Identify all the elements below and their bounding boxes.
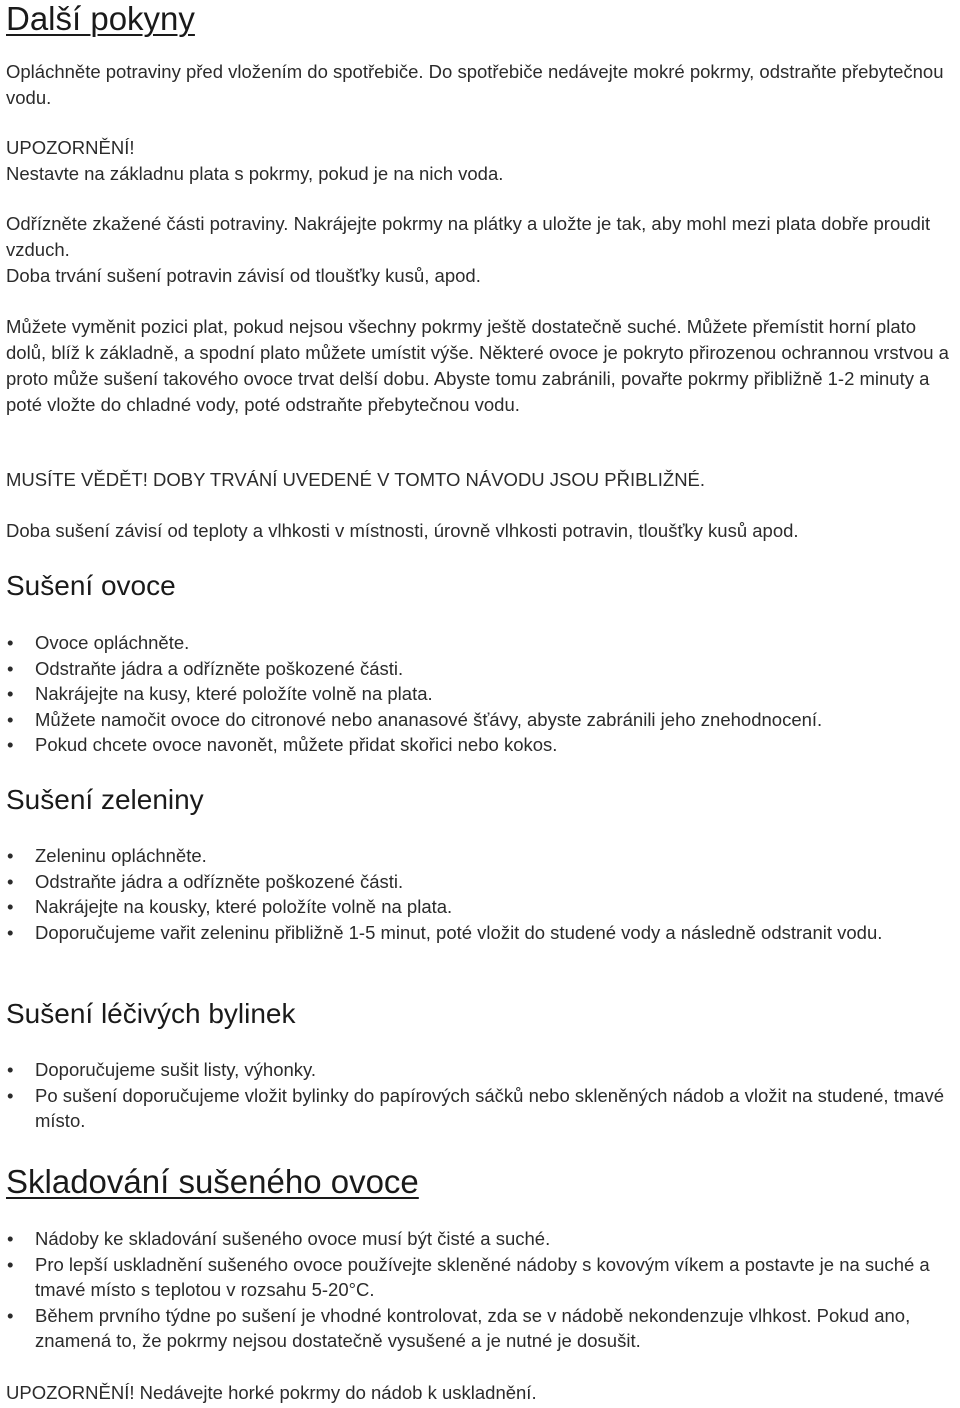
warning-title-1: UPOZORNĚNÍ! xyxy=(6,137,135,158)
list-item: • Zeleninu opláchněte. xyxy=(6,843,956,869)
list-item: • Během prvního týdne po sušení je vhodné kontrolovat, zda se v nádobě nekondenzuje vlhkost. Pokud ano, znamená to, že pokrmy nejsou dostatečně vysušené a je nutné je dosušit. xyxy=(6,1303,956,1354)
fruit-list xyxy=(6,630,956,758)
list-item: • Nakrájejte na kusy, které položíte volně na plata. xyxy=(6,681,956,707)
list-item: • Pro lepší uskladnění sušeného ovoce používejte skleněné nádoby s kovovým víkem a postavte je na suché a tmavé místo s teplotou v rozsahu 5-20°C. xyxy=(6,1252,956,1303)
paragraph-rinse: Opláchněte potraviny před vložením do spotřebiče. Do spotřebiče nedávejte mokré pokrmy, odstraňte přebytečnou vodu. xyxy=(6,61,944,108)
page-title: Další pokyny xyxy=(6,0,195,37)
list-item: • Odstraňte jádra a odřízněte poškozené části. xyxy=(6,656,956,682)
section-heading-vegetables: Sušení zeleniny xyxy=(6,784,204,815)
warning-block-1 xyxy=(6,135,956,187)
paragraph-drying-factors: Doba sušení závisí od teploty a vlhkosti v místnosti, úrovně vlhkosti potravin, tloušťky kusů apod. xyxy=(6,520,799,541)
paragraph-trays: Můžete vyměnit pozici plat, pokud nejsou všechny pokrmy ještě dostatečně suché. Můžete přemístit horní plato dolů, blíž k základně, a spodní plato můžete umístit výše. Některé ovoce je pokryto přirozenou ochrannou vrstvou a proto může sušení takového ovoce trvat delší dobu. Abyste tomu zabránili, povařte pokrmy přibližně 1-2 minuty a poté vložte do chladné vody, poté odstraňte přebytečnou vodu. xyxy=(6,316,949,415)
paragraph-duration: Doba trvání sušení potravin závisí od tloušťky kusů, apod. xyxy=(6,265,481,286)
list-item: • Můžete namočit ovoce do citronové nebo ananasové šťávy, abyste zabránili jeho znehodnocení. xyxy=(6,707,956,733)
list-item: • Nádoby ke skladování sušeného ovoce musí být čisté a suché. xyxy=(6,1226,956,1252)
list-item: • Odstraňte jádra a odřízněte poškozené části. xyxy=(6,869,956,895)
paragraph-notice: MUSÍTE VĚDĚT! DOBY TRVÁNÍ UVEDENÉ V TOMTO NÁVODU JSOU PŘIBLIŽNÉ. xyxy=(6,469,706,490)
warning-title-2: UPOZORNĚNÍ! xyxy=(6,1382,135,1403)
list-item: • Doporučujeme vařit zeleninu přibližně 1-5 minut, poté vložit do studené vody a následně odstranit vodu. xyxy=(6,920,956,946)
warning-block-2 xyxy=(6,1380,956,1406)
section-heading-storage: Skladování sušeného ovoce xyxy=(6,1163,419,1200)
section-heading-fruit: Sušení ovoce xyxy=(6,570,176,601)
list-item: • Ovoce opláchněte. xyxy=(6,630,956,656)
list-item: • Nakrájejte na kousky, které položíte volně na plata. xyxy=(6,894,956,920)
list-item: • Doporučujeme sušit listy, výhonky. xyxy=(6,1057,956,1083)
herbs-list xyxy=(6,1057,956,1134)
list-item: • Pokud chcete ovoce navonět, můžete přidat skořici nebo kokos. xyxy=(6,732,956,758)
warning-text-2: Nedávejte horké pokrmy do nádob k uskladnění. xyxy=(134,1382,537,1403)
paragraph-cut: Odřízněte zkažené části potraviny. Nakrájejte pokrmy na plátky a uložte je tak, aby mohl mezi plata dobře proudit vzduch. xyxy=(6,213,931,260)
list-item: • Po sušení doporučujeme vložit bylinky do papírových sáčků nebo skleněných nádob a vložit na studené, tmavé místo. xyxy=(6,1083,956,1134)
storage-list xyxy=(6,1226,956,1354)
section-heading-herbs: Sušení léčivých bylinek xyxy=(6,998,296,1029)
vegetables-list xyxy=(6,843,956,945)
warning-text-1: Nestavte na základnu plata s pokrmy, pokud je na nich voda. xyxy=(6,163,504,184)
